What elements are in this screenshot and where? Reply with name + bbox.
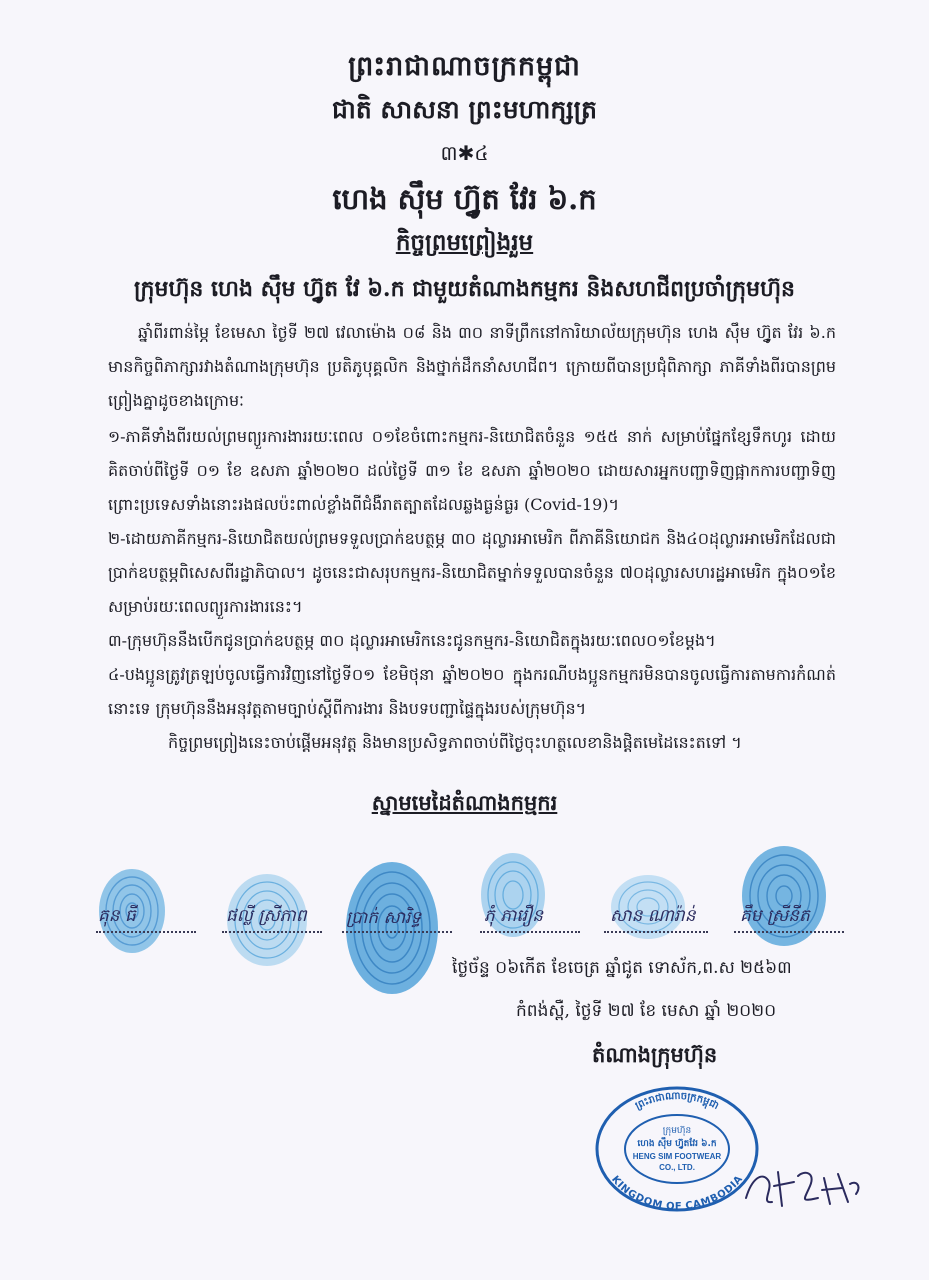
- worker-name-1: គុន ធី: [98, 906, 136, 926]
- worker-name-2: ផល្លី ស្រីភាព: [226, 906, 307, 926]
- svg-text:KINGDOM OF CAMBODIA: [609, 1174, 745, 1213]
- agreement-item-4: ៤-បងប្អូនត្រូវត្រឡប់ចូលធ្វើការវិញនៅថ្ងៃទី០១ ខែមិថុនា ឆ្នាំ២០២០ ក្នុងករណីបងប្អូនកម្មករមិនបានចូលធ្វើការតាមការកំណត់នោះទេ ក្រុមហ៊ុននឹងអនុវត្តតាមច្បាប់ស្តីពីការងារ និងបទបញ្ជាផ្ទៃក្នុងរបស់ក្រុមហ៊ុន។: [108, 665, 836, 718]
- stamp-center-kh-2: ហេង ស៊ឹម ហ្វ៊ូតវែរ ៦.ក: [637, 1139, 717, 1149]
- intro-paragraph: ឆ្នាំពីរពាន់ម្ភៃ ខែមេសា ថ្ងៃទី ២៧ វេលាម៉ោង ០៨ និង ៣០ នាទីព្រឹកនៅការិយាល័យក្រុមហ៊ុន ហេង ស៊ឹម ហ្វ៊ូត វែរ ៦.ក មានកិច្ចពិភាក្សារវាងតំណាងក្រុមហ៊ុន ប្រតិភូបុគ្គលិក និងថ្នាក់ដឹកនាំសហជីព។ ក្រោយពីបានប្រជុំពិភាក្សា ភាគីទាំងពីរបានព្រមព្រៀងគ្នាដូចខាងក្រោមៈ: [108, 323, 836, 410]
- parties-line: ក្រុមហ៊ុន ហេង ស៊ឹម ហ្វ៊ូត វែ ៦.ក ជាមួយតំណាងកម្មករ និងសហជីពប្រចាំក្រុមហ៊ុន: [133, 276, 795, 302]
- stamp-top-text: ព្រះរាជាណាចក្រកម្ពុជា: [633, 1090, 721, 1112]
- worker-name-6: គឹម ស្រីនីត: [740, 906, 810, 926]
- worker-name-3: ប្រាក់ សារិទ្ធ: [346, 908, 422, 928]
- agreement-item-2: ២-ដោយភាគីកម្មករ-និយោជិតយល់ព្រមទទួលប្រាក់ឧបត្ថម្ភ ៣០ ដុល្លារអាមេរិក ពីភាគីនិយោជក និង៤០ដុល្លារអាមេរិកដែលជាប្រាក់ឧបត្ថម្ភពិសេសពីរដ្ឋាភិបាល។ ដូចនេះជាសរុបកម្មករ-និយោជិតម្នាក់ទទួលបានចំនួន ៧០ដុល្លារសហរដ្ឋអាមេរិក ក្នុង០១ខែ សម្រាប់រយៈពេលព្យួរការងារនេះ។: [108, 529, 836, 616]
- worker-name-4: ភុំ ភារឿន: [484, 906, 544, 926]
- company-representative-title: តំណាងក្រុមហ៊ុន: [592, 1042, 718, 1067]
- place-and-date: កំពង់ស្ពឺ, ថ្ងៃទី ២៧ ខែ មេសា ឆ្នាំ ២០២០: [516, 1001, 777, 1021]
- stamp-bottom-text: KINGDOM OF CAMBODIA: [609, 1174, 745, 1213]
- worker-signatures-title: ស្នាមមេដៃតំណាងកម្មករ: [371, 790, 558, 815]
- company-title: ហេង ស៊ឹម ហ្វ៊ូត វែរ ៦.ក: [332, 182, 597, 216]
- company-stamp: [594, 1085, 760, 1213]
- ornament-divider: ៣✱៤: [440, 141, 489, 165]
- agreement-item-3: ៣-ក្រុមហ៊ុននឹងបើកជូនប្រាក់ឧបត្ថម្ភ ៣០ ដុល្លារអាមេរិកនេះជូនកម្មករ-និយោជិតក្នុងរយៈពេល០១ខែម្តង។: [108, 631, 716, 650]
- national-motto: ជាតិ សាសនា ព្រះមហាក្សត្រ: [332, 95, 597, 124]
- stamp-center-en-2: CO., LTD.: [659, 1163, 695, 1172]
- lunar-date: ថ្ងៃច័ន្ទ ០៦កើត ខែចេត្រ ឆ្នាំជូត ទោស័ក,ព.ស ២៥៦៣: [452, 958, 792, 978]
- stamp-center-en-1: HENG SIM FOOTWEAR: [632, 1152, 722, 1161]
- worker-name-5: សាន ណារ៉ាន់: [610, 906, 696, 926]
- representative-signature: [738, 1158, 868, 1218]
- kingdom-heading: ព្រះរាជាណាចក្រកម្ពុជា: [348, 51, 581, 82]
- closing-paragraph: កិច្ចព្រមព្រៀងនេះចាប់ផ្តើមអនុវត្ត និងមានប្រសិទ្ធភាពចាប់ពីថ្ងៃចុះហត្ថលេខានិងផ្តិតមេដៃនេះតទៅ ។: [168, 733, 742, 752]
- fingerprint-6: [738, 842, 830, 950]
- stamp-center-kh-1: ក្រុមហ៊ុន: [662, 1126, 692, 1136]
- agreement-title: កិច្ចព្រមព្រៀងរួម: [395, 229, 534, 256]
- agreement-item-1: ១-ភាគីទាំងពីរយល់ព្រមព្យួរការងាររយៈពេល ០១ខែចំពោះកម្មករ-និយោជិតចំនួន ១៥៥ នាក់ សម្រាប់ផ្នែកខ្សែទឹកហូរ ដោយគិតចាប់ពីថ្ងៃទី ០១ ខែ ឧសភា ឆ្នាំ២០២០ ដល់ថ្ងៃទី ៣១ ខែ ឧសភា ឆ្នាំ២០២០ ដោយសារអ្នកបញ្ជាទិញផ្អាកការបញ្ជាទិញ ព្រោះប្រទេសទាំងនោះរងផលប៉ះពាល់ខ្លាំងពីជំងឺរាតត្បាតដែលឆ្លងធ្ងន់ធ្ងរ (Covid-19)។: [108, 427, 836, 514]
